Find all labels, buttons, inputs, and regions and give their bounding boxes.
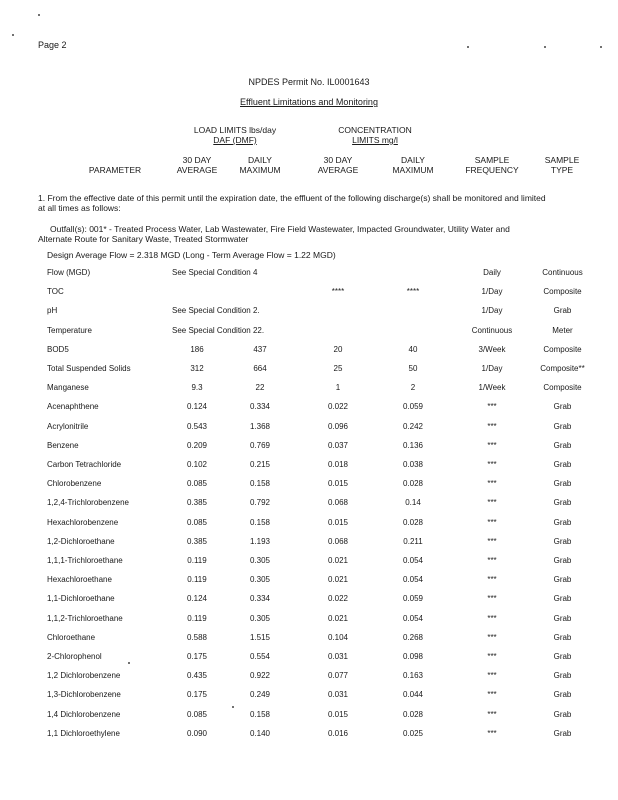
sample-frequency-cell: *** (487, 613, 497, 623)
sample-type-header (532, 155, 592, 175)
load-limits-line2: DAF (DMF) (213, 135, 257, 145)
sample-type-cell: Grab (553, 594, 572, 604)
header-line: DAILY (401, 155, 425, 165)
parameter-cell: 1,2 Dichlorobenzene (47, 671, 121, 681)
load-daily-max-cell: 0.215 (249, 460, 271, 469)
table-row (0, 422, 618, 438)
conc-30day-avg-cell: 20 (333, 344, 343, 354)
load-daily-max-cell: 1.193 (249, 536, 271, 546)
load-daily-max-cell: 0.334 (249, 594, 271, 604)
parameter-cell: Chloroethane (47, 632, 96, 642)
page-label: Page 2 (38, 40, 67, 50)
parameter-cell: 1,2-Dichloroethane (47, 536, 115, 546)
table-row (0, 498, 618, 514)
parameter-cell: Temperature (47, 325, 92, 335)
load-30day-avg-cell: 0.119 (187, 575, 207, 585)
load-daily-max-cell: 0.305 (249, 575, 271, 585)
conc-daily-max-cell: 0.054 (402, 575, 424, 585)
sample-type-cell: Grab (553, 440, 572, 450)
sample-frequency-cell: *** (487, 498, 497, 508)
load-daily-max-cell: 0.305 (249, 556, 271, 565)
load-30day-avg-cell: 0.085 (186, 479, 208, 489)
table-row (0, 729, 618, 745)
conc-daily-max-cell: 0.136 (402, 440, 424, 450)
parameter-cell: Hexachloroethane (47, 575, 112, 585)
load-daily-max-cell: 0.554 (249, 652, 271, 661)
load-daily-max-cell: 0.158 (249, 517, 271, 527)
parameter-cell: Acenaphthene (47, 402, 99, 412)
conc-30day-avg-cell: 0.096 (327, 421, 349, 431)
table-row (0, 614, 618, 630)
sample-frequency-cell: 3/Week (478, 344, 506, 354)
conc-30day-avg-cell: 0.018 (327, 460, 349, 469)
sample-frequency-cell: 1/Week (478, 383, 506, 393)
sample-type-cell: Grab (553, 690, 572, 700)
load-30day-avg-cell: 0.385 (186, 536, 208, 546)
parameter-cell: Benzene (47, 440, 79, 450)
sample-type-cell: Composite (543, 383, 582, 393)
sample-type-cell: Continuous (542, 268, 583, 277)
conc-30day-avg-cell: 0.021 (327, 613, 349, 623)
conc-daily-max-cell: 0.054 (402, 613, 424, 623)
header-line: SAMPLE (474, 155, 510, 165)
load-30day-avg-cell: 9.3 (191, 383, 203, 393)
table-row (0, 633, 618, 649)
sample-frequency-cell: *** (487, 632, 497, 642)
sample-frequency-cell: *** (487, 575, 497, 585)
paragraph-1-line2: at all times as follows: (38, 203, 121, 213)
table-row (0, 537, 618, 553)
design-flow: Design Average Flow = 2.318 MGD (Long - Term Average Flow = 1.22 MGD) (47, 250, 336, 260)
sample-frequency-header (457, 155, 527, 175)
conc-30day-avg-cell: 0.031 (327, 690, 349, 700)
table-row (0, 594, 618, 610)
permit-title: NPDES Permit No. IL0001643 (248, 77, 370, 87)
load-daily-max-cell: 0.249 (249, 690, 271, 700)
sample-type-cell: Composite (543, 344, 582, 354)
load-30day-avg-cell: 0.385 (186, 498, 208, 508)
conc-daily-max-cell: 40 (408, 344, 418, 354)
parameter-header: PARAMETER (88, 165, 142, 175)
parameter-cell: Total Suspended Solids (47, 364, 131, 373)
table-row (0, 479, 618, 495)
conc-30day-avg-cell: 0.037 (327, 440, 349, 450)
conc-30day-avg-cell: 0.021 (327, 556, 349, 565)
sample-frequency-cell: *** (487, 402, 497, 412)
conc-daily-max-cell: 0.059 (402, 402, 424, 412)
scan-speck (467, 46, 469, 48)
parameter-cell: Flow (MGD) (47, 268, 91, 277)
conc-daily-max-header (383, 155, 443, 175)
sample-frequency-cell: *** (487, 652, 497, 661)
conc-30day-avg-cell: 1 (335, 383, 341, 393)
sample-frequency-cell: *** (487, 556, 497, 565)
parameter-cell: BOD5 (47, 344, 69, 354)
load-30day-avg-cell: 0.119 (187, 613, 207, 623)
header-line: TYPE (550, 165, 574, 175)
table-row (0, 690, 618, 706)
table-row (0, 306, 618, 322)
conc-30day-avg-cell: 0.031 (327, 652, 349, 661)
conc-daily-max-cell: 0.028 (402, 709, 424, 719)
parameter-cell: 1,1-Dichloroethane (47, 594, 115, 604)
sample-type-cell: Grab (553, 479, 572, 489)
parameter-cell: Manganese (47, 383, 89, 393)
sample-type-cell: Grab (553, 728, 572, 738)
load-limits-line1: LOAD LIMITS lbs/day (193, 125, 277, 135)
table-row (0, 518, 618, 534)
sample-type-cell: Grab (553, 575, 572, 585)
scan-speck (38, 14, 40, 16)
load-daily-max-cell: 1.368 (249, 421, 271, 431)
conc-daily-max-cell: 0.028 (402, 479, 424, 489)
table-row (0, 345, 618, 361)
table-row (0, 575, 618, 591)
load-30day-avg-header (167, 155, 227, 175)
header-line: 30 DAY (182, 155, 212, 165)
outfall-line1: Outfall(s): 001* - Treated Process Water, Lab Wastewater, Fire Field Wastewater, Impacted Groundwater, Utility Water and (50, 224, 510, 234)
paragraph-1-line1: 1. From the effective date of this permit until the expiration date, the effluent of the following discharge(s) shall be monitored and limited (38, 193, 546, 203)
conc-daily-max-cell: 0.098 (402, 652, 424, 661)
sample-frequency-cell: Continuous (471, 325, 513, 335)
conc-30day-avg-cell: 0.022 (327, 402, 349, 412)
sample-type-cell: Grab (553, 421, 572, 431)
parameter-cell: TOC (47, 287, 64, 297)
parameter-cell: Chlorobenzene (47, 479, 102, 489)
load-30day-avg-cell: 0.175 (186, 652, 208, 661)
sample-frequency-cell: *** (487, 421, 497, 431)
load-daily-max-cell: 0.922 (249, 671, 271, 681)
parameter-cell: 1,4 Dichlorobenzene (47, 709, 121, 719)
sample-type-cell: Meter (552, 325, 573, 335)
conc-daily-max-cell: 50 (408, 364, 418, 373)
conc-daily-max-cell: 2 (410, 383, 416, 393)
conc-daily-max-cell: 0.242 (402, 421, 424, 431)
sample-type-cell: Grab (553, 306, 572, 316)
parameter-cell: 1,1,1-Trichloroethane (47, 556, 123, 565)
sample-frequency-cell: *** (487, 594, 497, 604)
load-30day-avg-cell: 0.124 (186, 402, 208, 412)
conc-30day-avg-cell: 0.022 (327, 594, 349, 604)
outfall-description (38, 224, 510, 244)
header-line: FREQUENCY (465, 165, 519, 175)
load-30day-avg-cell: 186 (190, 344, 204, 354)
conc-daily-max-cell: 0.028 (402, 517, 424, 527)
conc-daily-max-cell: **** (406, 287, 420, 297)
conc-30day-avg-cell: 0.016 (327, 728, 349, 738)
table-row (0, 287, 618, 303)
sample-frequency-cell: 1/Day (481, 287, 503, 297)
conc-30day-avg-header (308, 155, 368, 175)
table-row (0, 556, 618, 572)
parameter-cell: Carbon Tetrachloride (47, 460, 122, 469)
special-condition-cell: See Special Condition 22. (172, 325, 265, 335)
sample-type-cell: Grab (553, 402, 572, 412)
load-30day-avg-cell: 0.085 (186, 517, 208, 527)
header-line: 30 DAY (323, 155, 353, 165)
conc-30day-avg-cell: 0.015 (327, 709, 349, 719)
load-daily-max-cell: 0.334 (249, 402, 271, 412)
conc-limits-line1: CONCENTRATION (338, 125, 412, 135)
parameter-cell: Hexachlorobenzene (47, 517, 119, 527)
sample-type-cell: Grab (553, 632, 572, 642)
sample-type-cell: Grab (553, 652, 572, 661)
table-row (0, 326, 618, 342)
load-30day-avg-cell: 0.588 (186, 632, 208, 642)
conc-30day-avg-cell: 0.021 (327, 575, 349, 585)
conc-30day-avg-cell: 0.077 (327, 671, 349, 681)
table-row (0, 402, 618, 418)
table-row (0, 268, 618, 284)
conc-daily-max-cell: 0.054 (402, 556, 424, 565)
sample-type-cell: Grab (553, 517, 572, 527)
scan-speck (600, 46, 602, 48)
conc-30day-avg-cell: 0.015 (327, 479, 349, 489)
load-daily-max-cell: 437 (253, 344, 267, 354)
load-daily-max-cell: 0.140 (249, 728, 271, 738)
parameter-cell: 2-Chlorophenol (47, 652, 102, 661)
table-row (0, 460, 618, 476)
load-30day-avg-cell: 0.209 (186, 440, 208, 450)
sample-type-cell: Grab (553, 556, 572, 565)
parameter-cell: 1,1 Dichloroethylene (47, 728, 120, 738)
sample-frequency-cell: 1/Day (481, 306, 503, 316)
special-condition-cell: See Special Condition 4 (172, 268, 258, 277)
conc-daily-max-cell: 0.211 (403, 536, 423, 546)
load-30day-avg-cell: 0.119 (187, 556, 207, 565)
conc-30day-avg-cell: 25 (333, 364, 343, 373)
load-daily-max-cell: 0.305 (249, 613, 271, 623)
section-title: Effluent Limitations and Monitoring (240, 97, 378, 107)
table-row (0, 652, 618, 668)
paragraph-1 (38, 193, 546, 213)
load-daily-max-cell: 0.158 (249, 709, 271, 719)
load-30day-avg-cell: 0.175 (186, 690, 208, 700)
table-row (0, 441, 618, 457)
sample-frequency-cell: *** (487, 728, 497, 738)
sample-frequency-cell: 1/Day (481, 364, 503, 373)
load-daily-max-header (230, 155, 290, 175)
load-30day-avg-cell: 0.102 (186, 460, 208, 469)
sample-frequency-cell: *** (487, 536, 497, 546)
parameter-cell: 1,2,4-Trichlorobenzene (47, 498, 129, 508)
conc-daily-max-cell: 0.163 (402, 671, 424, 681)
sample-type-cell: Grab (553, 613, 572, 623)
conc-30day-avg-cell: 0.015 (327, 517, 349, 527)
parameter-cell: 1,3-Dichlorobenzene (47, 690, 121, 700)
parameter-cell: pH (47, 306, 58, 316)
sample-type-cell: Grab (553, 671, 572, 681)
conc-30day-avg-cell: 0.068 (327, 536, 349, 546)
header-line: DAILY (248, 155, 272, 165)
header-line: AVERAGE (176, 165, 218, 175)
conc-30day-avg-cell: 0.104 (327, 632, 349, 642)
table-row (0, 671, 618, 687)
table-row (0, 364, 618, 380)
header-line: AVERAGE (317, 165, 359, 175)
conc-daily-max-cell: 0.268 (402, 632, 424, 642)
conc-30day-avg-cell: **** (331, 287, 345, 297)
load-30day-avg-cell: 312 (190, 364, 204, 373)
header-line: MAXIMUM (392, 165, 434, 175)
sample-frequency-cell: *** (487, 460, 497, 469)
sample-frequency-cell: Daily (483, 268, 501, 277)
sample-type-cell: Grab (553, 498, 572, 508)
load-daily-max-cell: 664 (253, 364, 267, 373)
sample-frequency-cell: *** (487, 479, 497, 489)
sample-frequency-cell: *** (487, 690, 497, 700)
load-daily-max-cell: 22 (255, 383, 265, 393)
sample-frequency-cell: *** (487, 671, 497, 681)
load-30day-avg-cell: 0.543 (186, 421, 208, 431)
parameter-cell: 1,1,2-Trichloroethane (47, 613, 123, 623)
load-30day-avg-cell: 0.085 (186, 709, 208, 719)
sample-frequency-cell: *** (487, 440, 497, 450)
load-30day-avg-cell: 0.090 (186, 728, 208, 738)
sample-frequency-cell: *** (487, 709, 497, 719)
conc-daily-max-cell: 0.14 (405, 498, 421, 508)
conc-daily-max-cell: 0.059 (402, 594, 424, 604)
special-condition-cell: See Special Condition 2. (172, 306, 260, 316)
conc-daily-max-cell: 0.025 (402, 728, 424, 738)
sample-type-cell: Grab (553, 709, 572, 719)
sample-frequency-cell: *** (487, 517, 497, 527)
parameter-cell: Acrylonitrile (47, 421, 89, 431)
conc-limits-line2: LIMITS mg/l (352, 135, 398, 145)
header-line: SAMPLE (544, 155, 580, 165)
sample-type-cell: Composite** (540, 364, 585, 373)
scan-speck (544, 46, 546, 48)
sample-type-cell: Grab (553, 460, 572, 469)
load-daily-max-cell: 0.792 (249, 498, 271, 508)
load-daily-max-cell: 1.515 (249, 632, 271, 642)
load-daily-max-cell: 0.769 (249, 440, 271, 450)
scan-speck (12, 34, 14, 36)
conc-daily-max-cell: 0.038 (402, 460, 424, 469)
load-30day-avg-cell: 0.435 (186, 671, 208, 681)
load-limits-header (175, 125, 295, 145)
table-row (0, 383, 618, 399)
table-row (0, 710, 618, 726)
sample-type-cell: Grab (553, 536, 572, 546)
load-30day-avg-cell: 0.124 (186, 594, 208, 604)
sample-type-cell: Composite (543, 287, 582, 297)
concentration-limits-header (315, 125, 435, 145)
outfall-line2: Alternate Route for Sanitary Waste, Treated Stormwater (38, 234, 249, 244)
conc-daily-max-cell: 0.044 (402, 690, 424, 700)
conc-30day-avg-cell: 0.068 (327, 498, 349, 508)
load-daily-max-cell: 0.158 (249, 479, 271, 489)
header-line: MAXIMUM (239, 165, 281, 175)
